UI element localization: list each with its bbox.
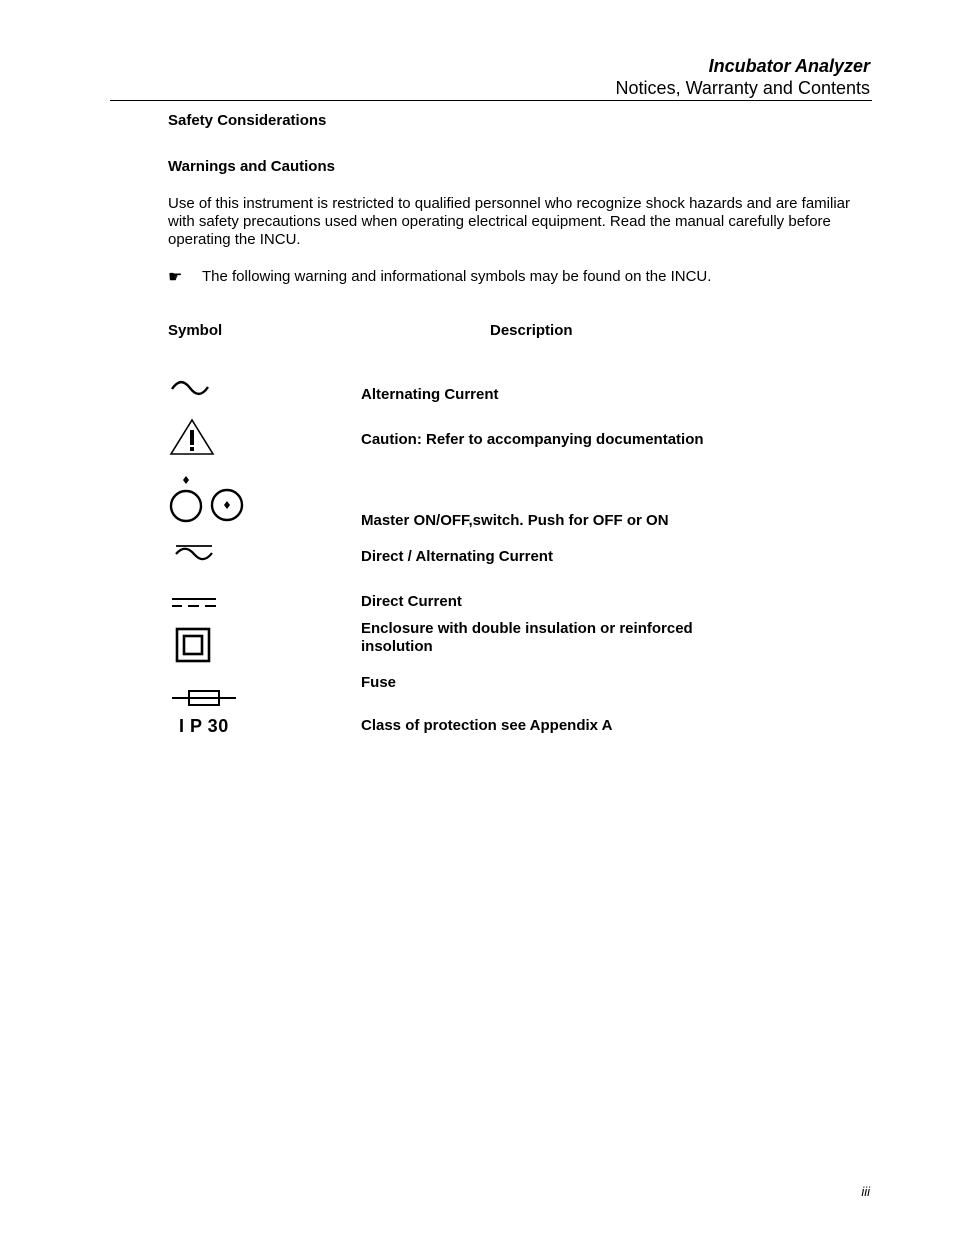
symbol-description: Direct / Alternating Current — [361, 548, 553, 565]
ip-rating-label: I P 30 — [179, 716, 229, 736]
safety-paragraph: Use of this instrument is restricted to qualified personnel who recognize shock hazards and are familiar with safety precautions used when operating electrical equipment. Read the manual carefully before operating the INCU. — [168, 195, 851, 248]
direct-current-icon — [168, 596, 218, 610]
section-heading: Safety Considerations — [168, 112, 327, 129]
symbol-description: Caution: Refer to accompanying documentation — [361, 431, 704, 448]
header-divider — [110, 100, 872, 101]
document-title: Incubator Analyzer — [708, 56, 870, 76]
symbol-description: Enclosure with double insulation or reinforced insolution — [361, 620, 693, 655]
symbol-description: Alternating Current — [361, 386, 499, 403]
page-number: iii — [861, 1184, 870, 1199]
fuse-icon — [168, 688, 242, 708]
symbol-description: Fuse — [361, 674, 397, 691]
alternating-current-icon — [168, 378, 212, 398]
symbol-description: Direct Current — [361, 593, 462, 610]
subsection-heading: Warnings and Cautions — [168, 158, 335, 175]
direct-alternating-current-icon — [168, 541, 218, 565]
document-subtitle: Notices, Warranty and Contents — [615, 78, 870, 98]
pointing-hand-icon: ☛ — [168, 269, 183, 286]
symbol-column-header: Symbol — [168, 322, 223, 339]
double-insulation-icon — [168, 626, 218, 666]
symbols-note: The following warning and informational symbols may be found on the INCU. — [202, 268, 712, 285]
power-on-off-icon — [168, 474, 248, 524]
symbol-description: Class of protection see Appendix A — [361, 717, 613, 734]
symbol-description: Master ON/OFF,switch. Push for OFF or ON — [361, 512, 669, 529]
description-column-header: Description — [490, 322, 573, 339]
caution-triangle-icon — [168, 417, 216, 457]
